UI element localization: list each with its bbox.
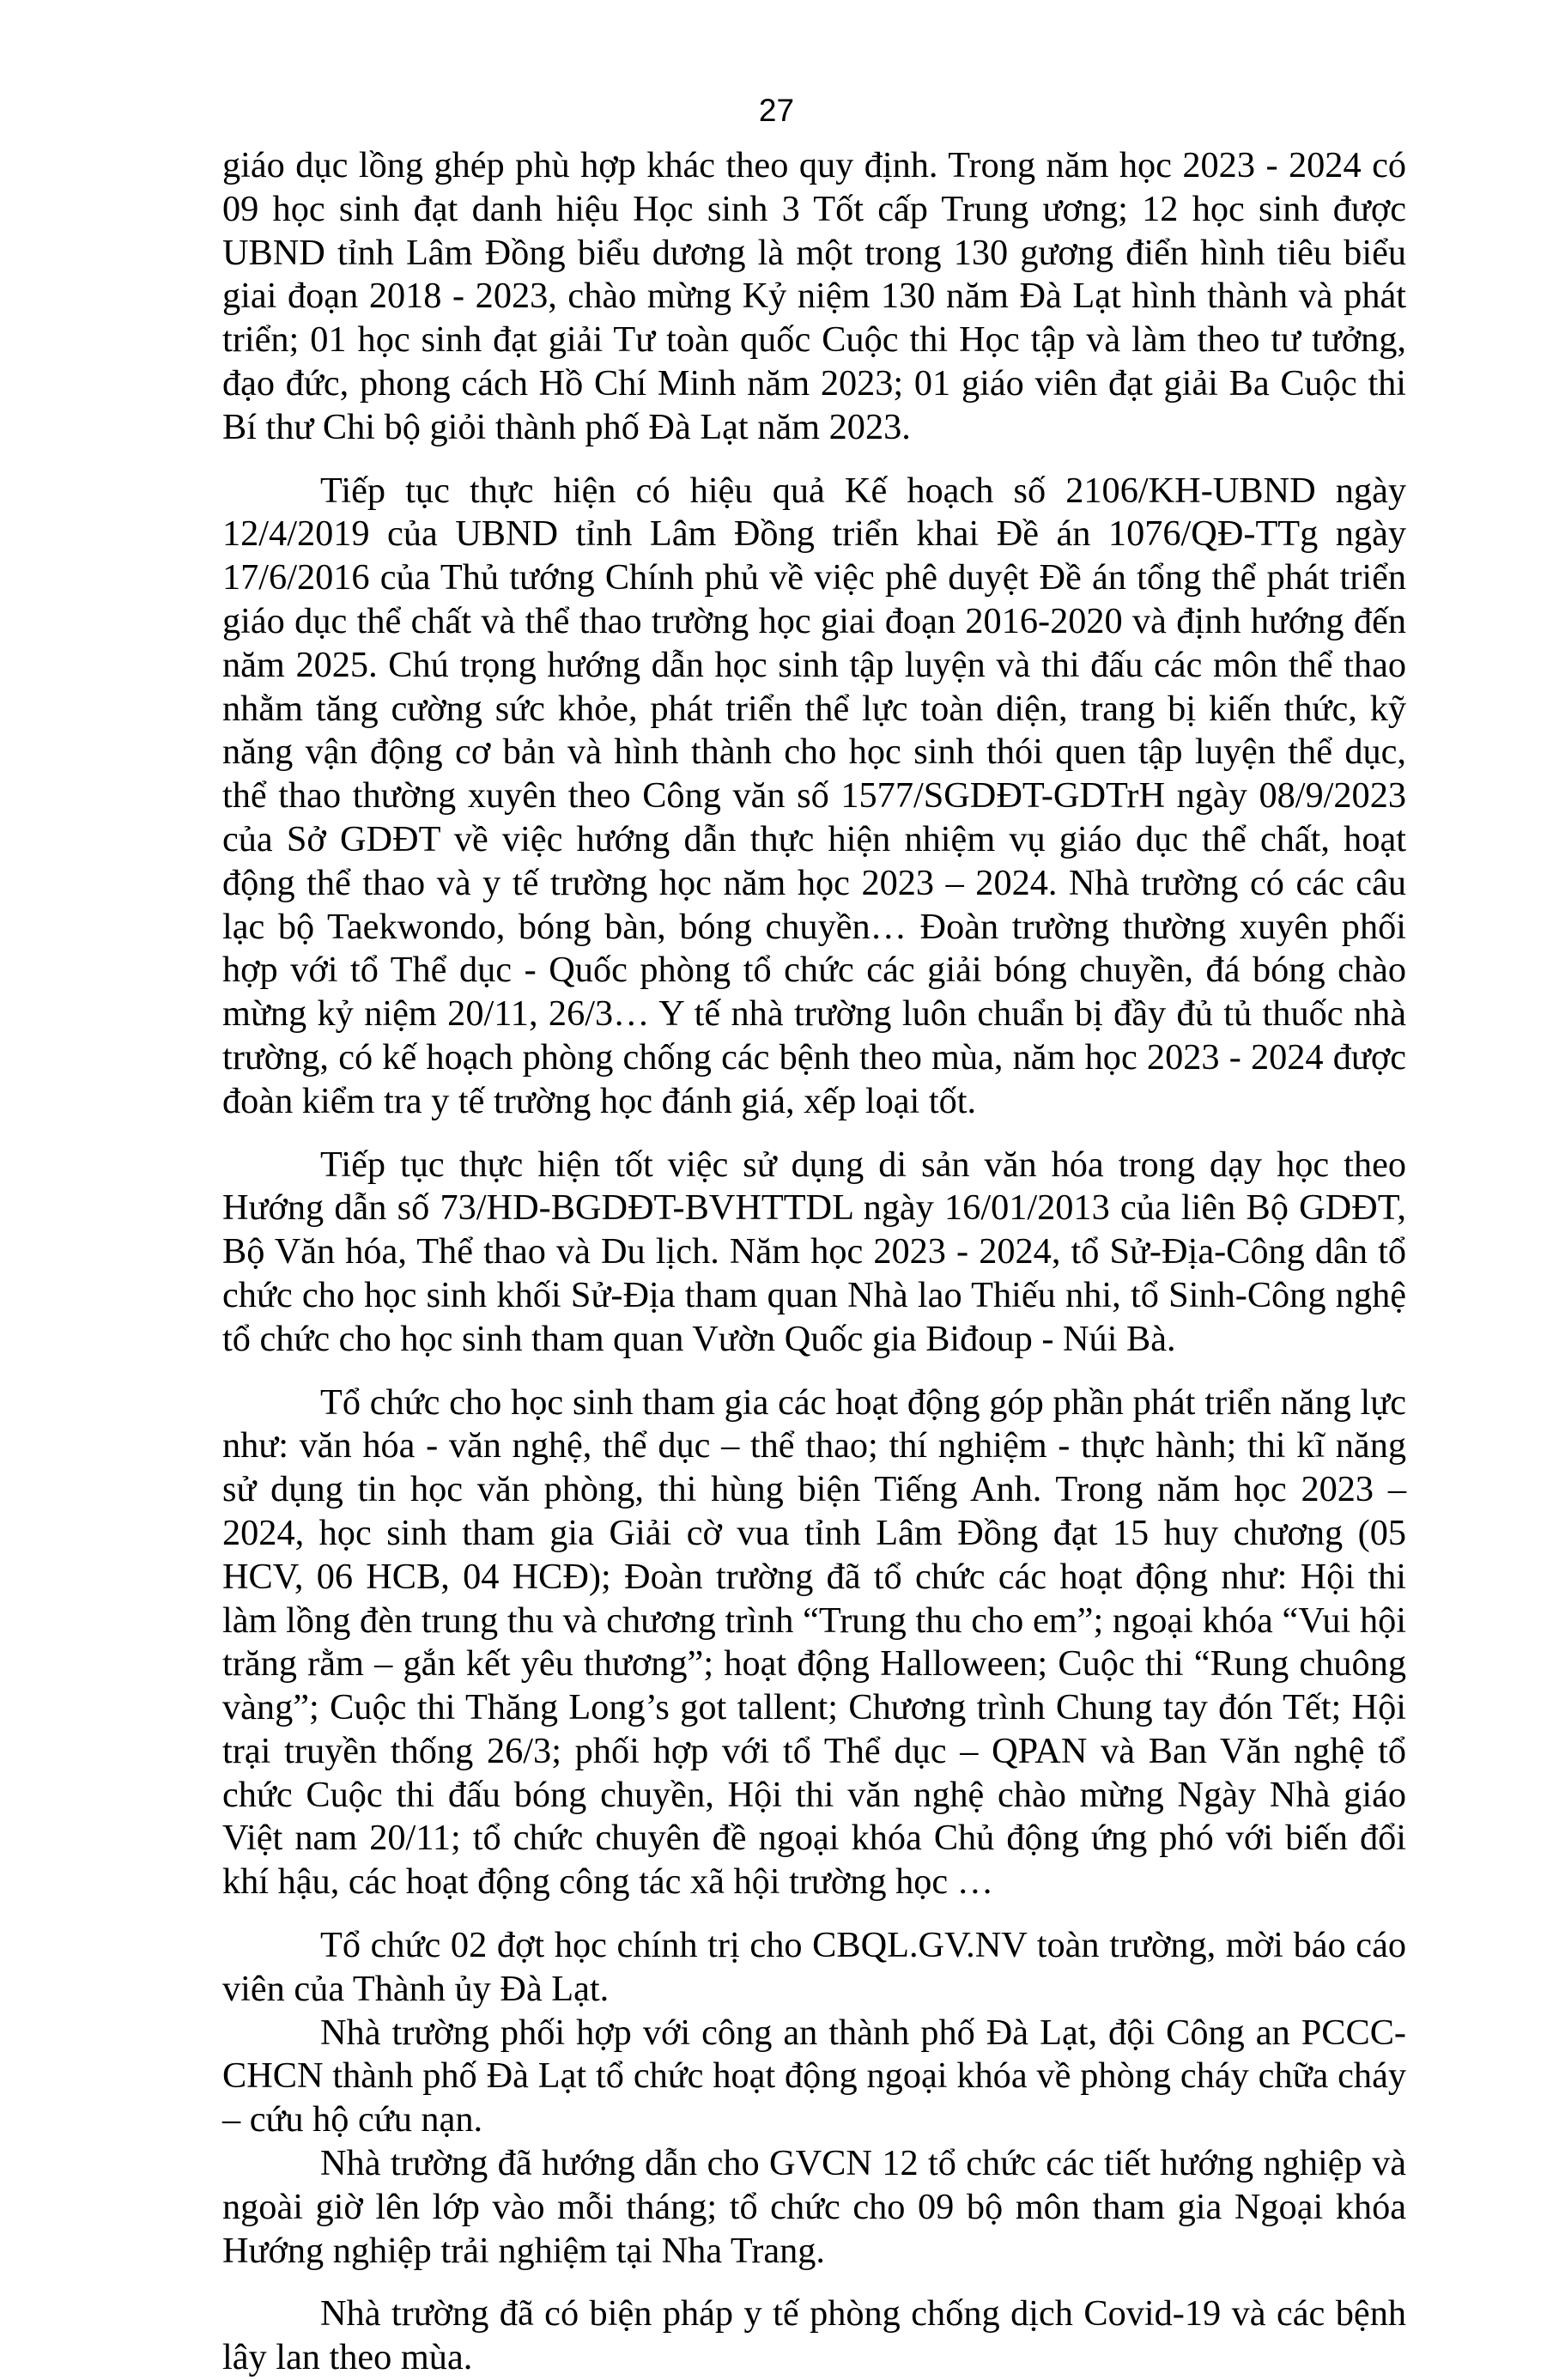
paragraph-cultural-heritage: Tiếp tục thực hiện tốt việc sử dụng di sản văn hóa trong dạy học theo Hướng dẫn số 73/HD-BGDĐT-BVHTTDL ngày 16/01/2013 của liên Bộ GDĐT, Bộ Văn hóa, Thể thao và Du lịch. Năm học 2023 - 2024, tổ Sử-Địa-Công dân tổ chức cho học sinh khối Sử-Địa tham quan Nhà lao Thiếu nhi, tổ Sinh-Công nghệ tổ chức cho học sinh tham quan Vườn Quốc gia Biđoup - Núi Bà. [222,1144,1406,1359]
paragraph-career-guidance: Nhà trường đã hướng dẫn cho GVCN 12 tổ chức các tiết hướng nghiệp và ngoài giờ lên lớp vào mỗi tháng; tổ chức cho 09 bộ môn tham gia Ngoại khóa Hướng nghiệp trải nghiệm tại Nha Trang. [222,2143,1406,2271]
paragraph-student-activities: Tổ chức cho học sinh tham gia các hoạt động góp phần phát triển năng lực như: văn hóa - văn nghệ, thể dục – thể thao; thí nghiệm - thực hành; thi kĩ năng sử dụng tin học văn phòng, thi hùng biện Tiếng Anh. Trong năm học 2023 – 2024, học sinh tham gia Giải cờ vua tỉnh Lâm Đồng đạt 15 huy chương (05 HCV, 06 HCB, 04 HCĐ); Đoàn trường đã tổ chức các hoạt động như: Hội thi làm lồng đèn trung thu và chương trình “Trung thu cho em”; ngoại khóa “Vui hội trăng rằm – gắn kết yêu thương”; hoạt động Halloween; Cuộc thi “Rung chuông vàng”; Cuộc thi Thăng Long’s got tallent; Chương trình Chung tay đón Tết; Hội trại truyền thống 26/3; phối hợp với tổ Thể dục – QPAN và Ban Văn nghệ tổ chức Cuộc thi đấu bóng chuyền, Hội thi văn nghệ chào mừng Ngày Nhà giáo Việt nam 20/11; tổ chức chuyên đề ngoại khóa Chủ động ứng phó với biến đổi khí hậu, các hoạt động công tác xã hội trường học … [222,1381,1406,1903]
paragraph-continued-achievements: giáo dục lồng ghép phù hợp khác theo quy định. Trong năm học 2023 - 2024 có 09 học sinh đạt danh hiệu Học sinh 3 Tốt cấp Trung ương; 12 học sinh được UBND tỉnh Lâm Đồng biểu dương là một trong 130 gương điển hình tiêu biểu giai đoạn 2018 - 2023, chào mừng Kỷ niệm 130 năm Đà Lạt hình thành và phát triển; 01 học sinh đạt giải Tư toàn quốc Cuộc thi Học tập và làm theo tư tưởng, đạo đức, phong cách Hồ Chí Minh năm 2023; 01 giáo viên đạt giải Ba Cuộc thi Bí thư Chi bộ giỏi thành phố Đà Lạt năm 2023. [222,145,1406,447]
page-number: 27 [758,93,795,128]
paragraph-political-study: Tổ chức 02 đợt học chính trị cho CBQL.GV.NV toàn trường, mời báo cáo viên của Thành ủy Đà Lạt. [222,1925,1406,2009]
paragraph-fire-safety: Nhà trường phối hợp với công an thành phố Đà Lạt, đội Công an PCCC-CHCN thành phố Đà Lạt tổ chức hoạt động ngoại khóa về phòng cháy chữa cháy – cứu hộ cứu nạn. [222,2012,1406,2140]
document-body [222,144,1406,2380]
paragraph-health-measures: Nhà trường đã có biện pháp y tế phòng chống dịch Covid-19 và các bệnh lây lan theo mùa. [222,2293,1406,2378]
paragraph-physical-education: Tiếp tục thực hiện có hiệu quả Kế hoạch số 2106/KH-UBND ngày 12/4/2019 của UBND tỉnh Lâm Đồng triển khai Đề án 1076/QĐ-TTg ngày 17/6/2016 của Thủ tướng Chính phủ về việc phê duyệt Đề án tổng thể phát triển giáo dục thể chất và thể thao trường học giai đoạn 2016-2020 và định hướng đến năm 2025. Chú trọng hướng dẫn học sinh tập luyện và thi đấu các môn thể thao nhằm tăng cường sức khỏe, phát triển thể lực toàn diện, trang bị kiến thức, kỹ năng vận động cơ bản và hình thành cho học sinh thói quen tập luyện thể dục, thể thao thường xuyên theo Công văn số 1577/SGDĐT-GDTrH ngày 08/9/2023 của Sở GDĐT về việc hướng dẫn thực hiện nhiệm vụ giáo dục thể chất, hoạt động thể thao và y tế trường học năm học 2023 – 2024. Nhà trường có các câu lạc bộ Taekwondo, bóng bàn, bóng chuyền… Đoàn trường thường xuyên phối hợp với tổ Thể dục - Quốc phòng tổ chức các giải bóng chuyền, đá bóng chào mừng kỷ niệm 20/11, 26/3… Y tế nhà trường luôn chuẩn bị đầy đủ tủ thuốc nhà trường, có kế hoạch phòng chống các bệnh theo mùa, năm học 2023 - 2024 được đoàn kiểm tra y tế trường học đánh giá, xếp loại tốt. [222,470,1406,1121]
